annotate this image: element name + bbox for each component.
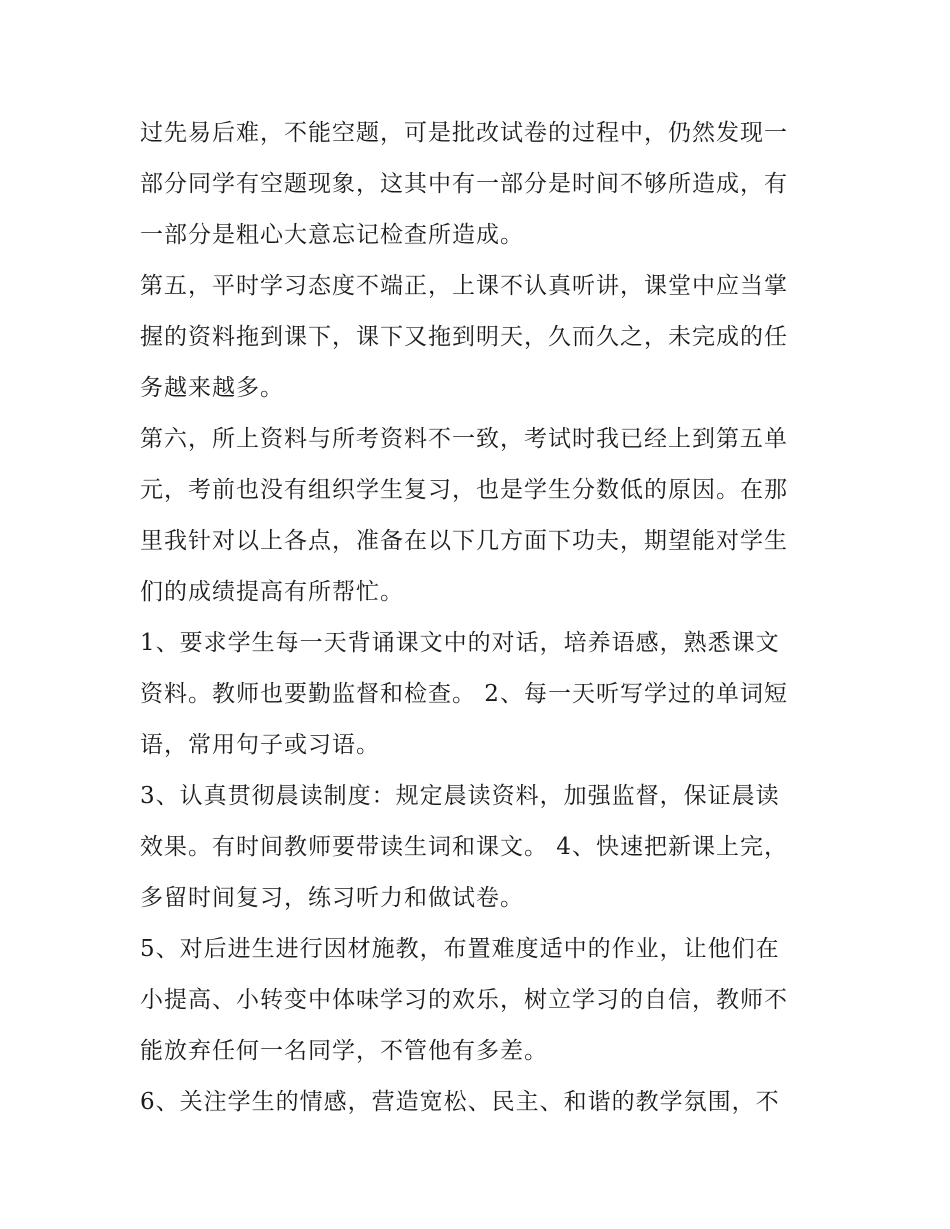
text-line: 1、要求学生每一天背诵课文中的对话，培养语感，熟悉课文 [140,630,780,656]
text-line: 里我针对以上各点，准备在以下几方面下功夫，期望能对学生 [140,528,788,554]
text-line: 能放弃任何一名同学，不管他有多差。 [140,1038,548,1064]
text-line: 部分同学有空题现象，这其中有一部分是时间不够所造成，有 [140,171,788,197]
text-line: 们的成绩提高有所帮忙。 [140,579,404,605]
text-line: 握的资料拖到课下，课下又拖到明天，久而久之，未完成的任 [140,324,788,350]
text-line: 6、关注学生的情感，营造宽松、民主、和谐的教学氛围，不 [140,1089,780,1115]
text-line: 语，常用句子或习语。 [140,732,380,758]
text-line: 效果。有时间教师要带读生词和课文。 4、快速把新课上完， [140,834,788,860]
text-line: 元，考前也没有组织学生复习，也是学生分数低的原因。在那 [140,477,788,503]
text-line: 3、认真贯彻晨读制度：规定晨读资料，加强监督，保证晨读 [140,783,780,809]
text-line: 一部分是粗心大意忘记检查所造成。 [140,222,524,248]
text-line: 资料。教师也要勤监督和检查。 2、每一天听写学过的单词短 [140,681,788,707]
text-line: 第五，平时学习态度不端正，上课不认真听讲，课堂中应当掌 [140,273,788,299]
text-line: 5、对后进生进行因材施教，布置难度适中的作业，让他们在 [140,936,780,962]
text-line: 第六，所上资料与所考资料不一致，考试时我已经上到第五单 [140,426,788,452]
text-line: 务越来越多。 [140,375,284,401]
document-body [140,108,820,1128]
text-line: 小提高、小转变中体味学习的欢乐，树立学习的自信，教师不 [140,987,788,1013]
text-line: 过先易后难，不能空题，可是批改试卷的过程中，仍然发现一 [140,120,788,146]
text-line: 多留时间复习，练习听力和做试卷。 [140,885,524,911]
